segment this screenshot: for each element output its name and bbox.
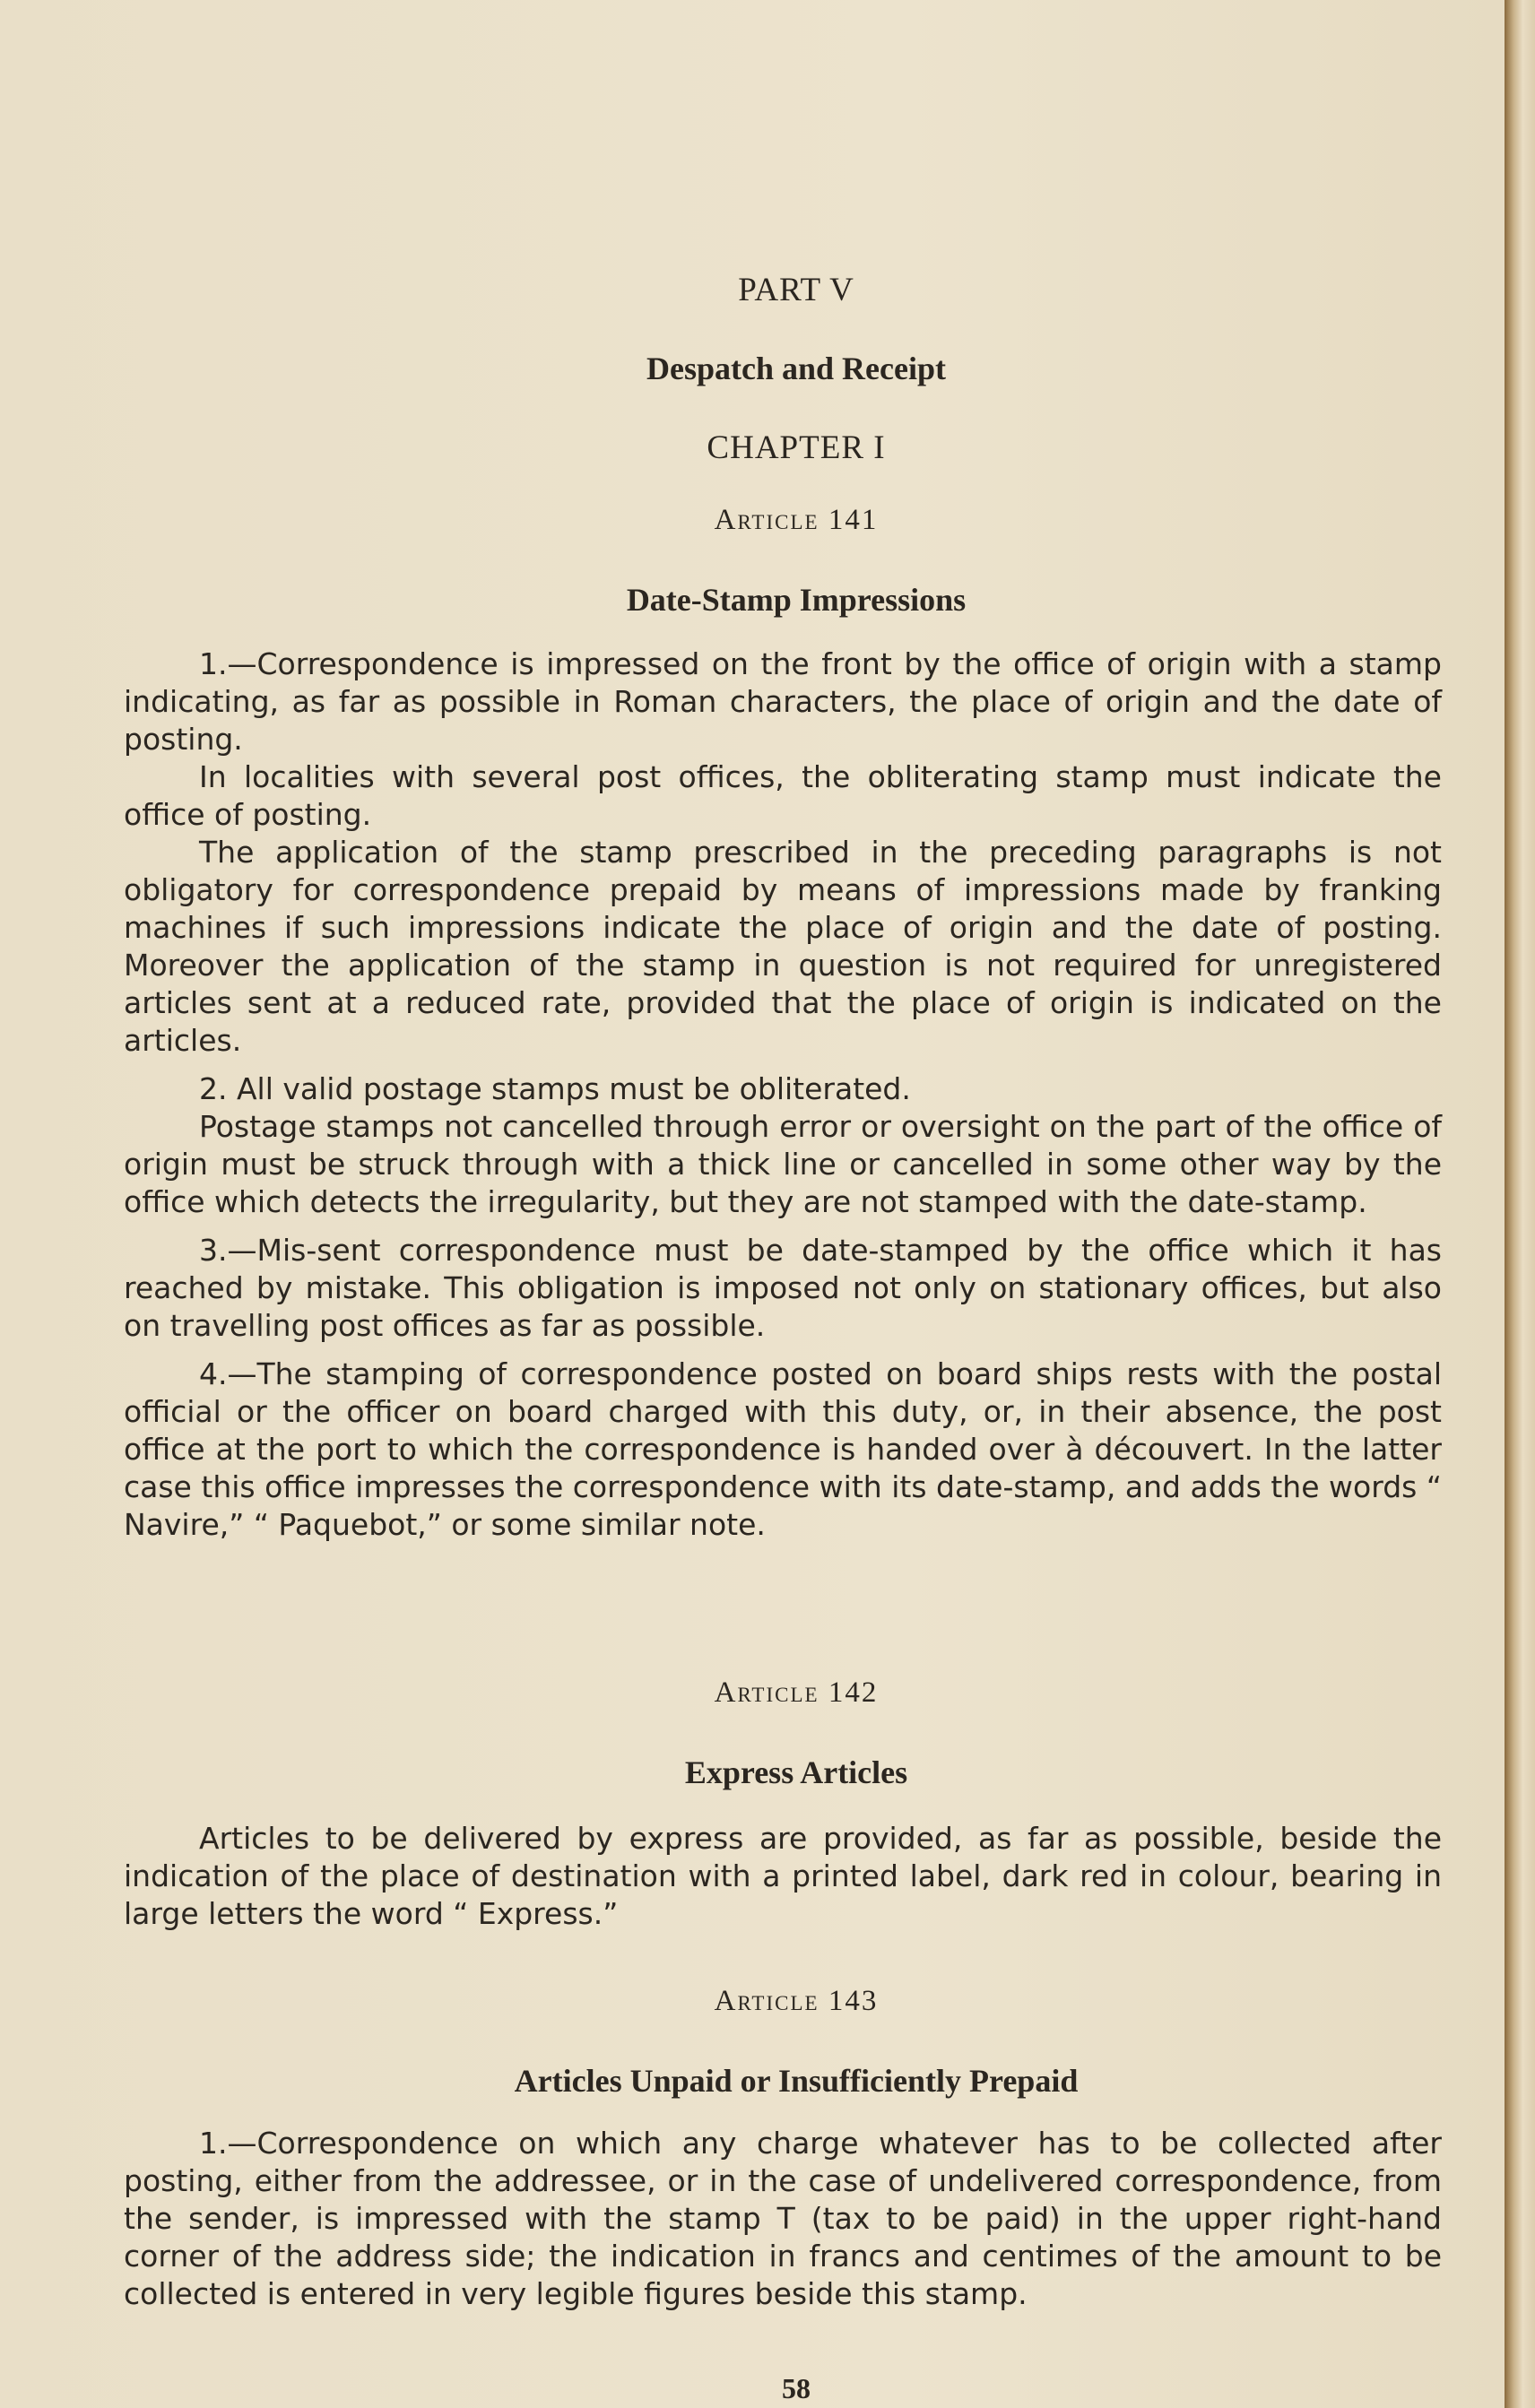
article-142-body [124,1820,1442,1933]
article-141-label: Article 141 [714,504,879,536]
paragraph: 4.—The stamping of correspondence posted on board ships rests with the postal official or the officer on board charged with this duty, or, in their absence, the post office at the port to which the correspondence is handed over à découvert. In the latter case this office impresses the correspondence with its date-stamp, and adds the words “ Navire,” “ Paquebot,” or some similar note. [124,1356,1442,1542]
paragraph: 3.—Mis-sent correspondence must be date-stamped by the office which it has reached by mistake. This obligation is imposed not only on stationary offices, but also on travelling post offices as far as possible. [124,1233,1442,1343]
paragraph: In localities with several post offices, the obliterating stamp must indicate the office of posting. [124,759,1442,832]
page-number: 58 [782,2372,811,2404]
paragraph: Articles to be delivered by express are provided, as far as possible, beside the indication of the place of destination with a printed label, dark red in colour, bearing in large letters the word “ Express.” [124,1821,1442,1931]
paragraph: 1.—Correspondence is impressed on the front by the office of origin with a stamp indicating, as far as possible in Roman characters, the place of origin and the date of posting. [124,646,1442,757]
part-title: Despatch and Receipt [646,351,946,386]
article-143-title: Articles Unpaid or Insufficiently Prepaid [514,2063,1079,2099]
paragraph: 1.—Correspondence on which any charge whatever has to be collected after posting, either from the addressee, or in the case of undelivered correspondence, from the sender, is impressed with the stamp T (tax to be paid) in the upper right-hand corner of the address side; the indication in francs and centimes of the amount to be collected is entered in very legible figures beside this stamp. [124,2126,1442,2311]
article-142-title: Express Articles [684,1754,908,1790]
article-142-label: Article 142 [714,1676,879,1709]
paragraph: The application of the stamp prescribed in the preceding paragraphs is not obligatory for correspondence prepaid by means of impressions made by franking machines if such impressions indicate the place of origin and the date of posting. Moreover the application of the stamp in question is not required for unregistered articles sent at a reduced rate, provided that the place of origin is indicated on the articles. [124,835,1442,1058]
part-heading: PART V [738,272,854,308]
paragraph: 2. All valid postage stamps must be obliterated. [199,1071,911,1106]
article-141-title: Date-Stamp Impressions [626,582,967,618]
chapter-heading: CHAPTER I [707,429,886,466]
paragraph: Postage stamps not cancelled through error or oversight on the part of the office of origin must be struck through with a thick line or cancelled in some other way by the office which detects the irregularity, but they are not stamped with the date-stamp. [124,1109,1442,1219]
article-143-label: Article 143 [714,1985,879,2017]
article-141-body [124,645,1442,1544]
book-gutter [1505,0,1535,2408]
article-143-body [124,2125,1442,2313]
